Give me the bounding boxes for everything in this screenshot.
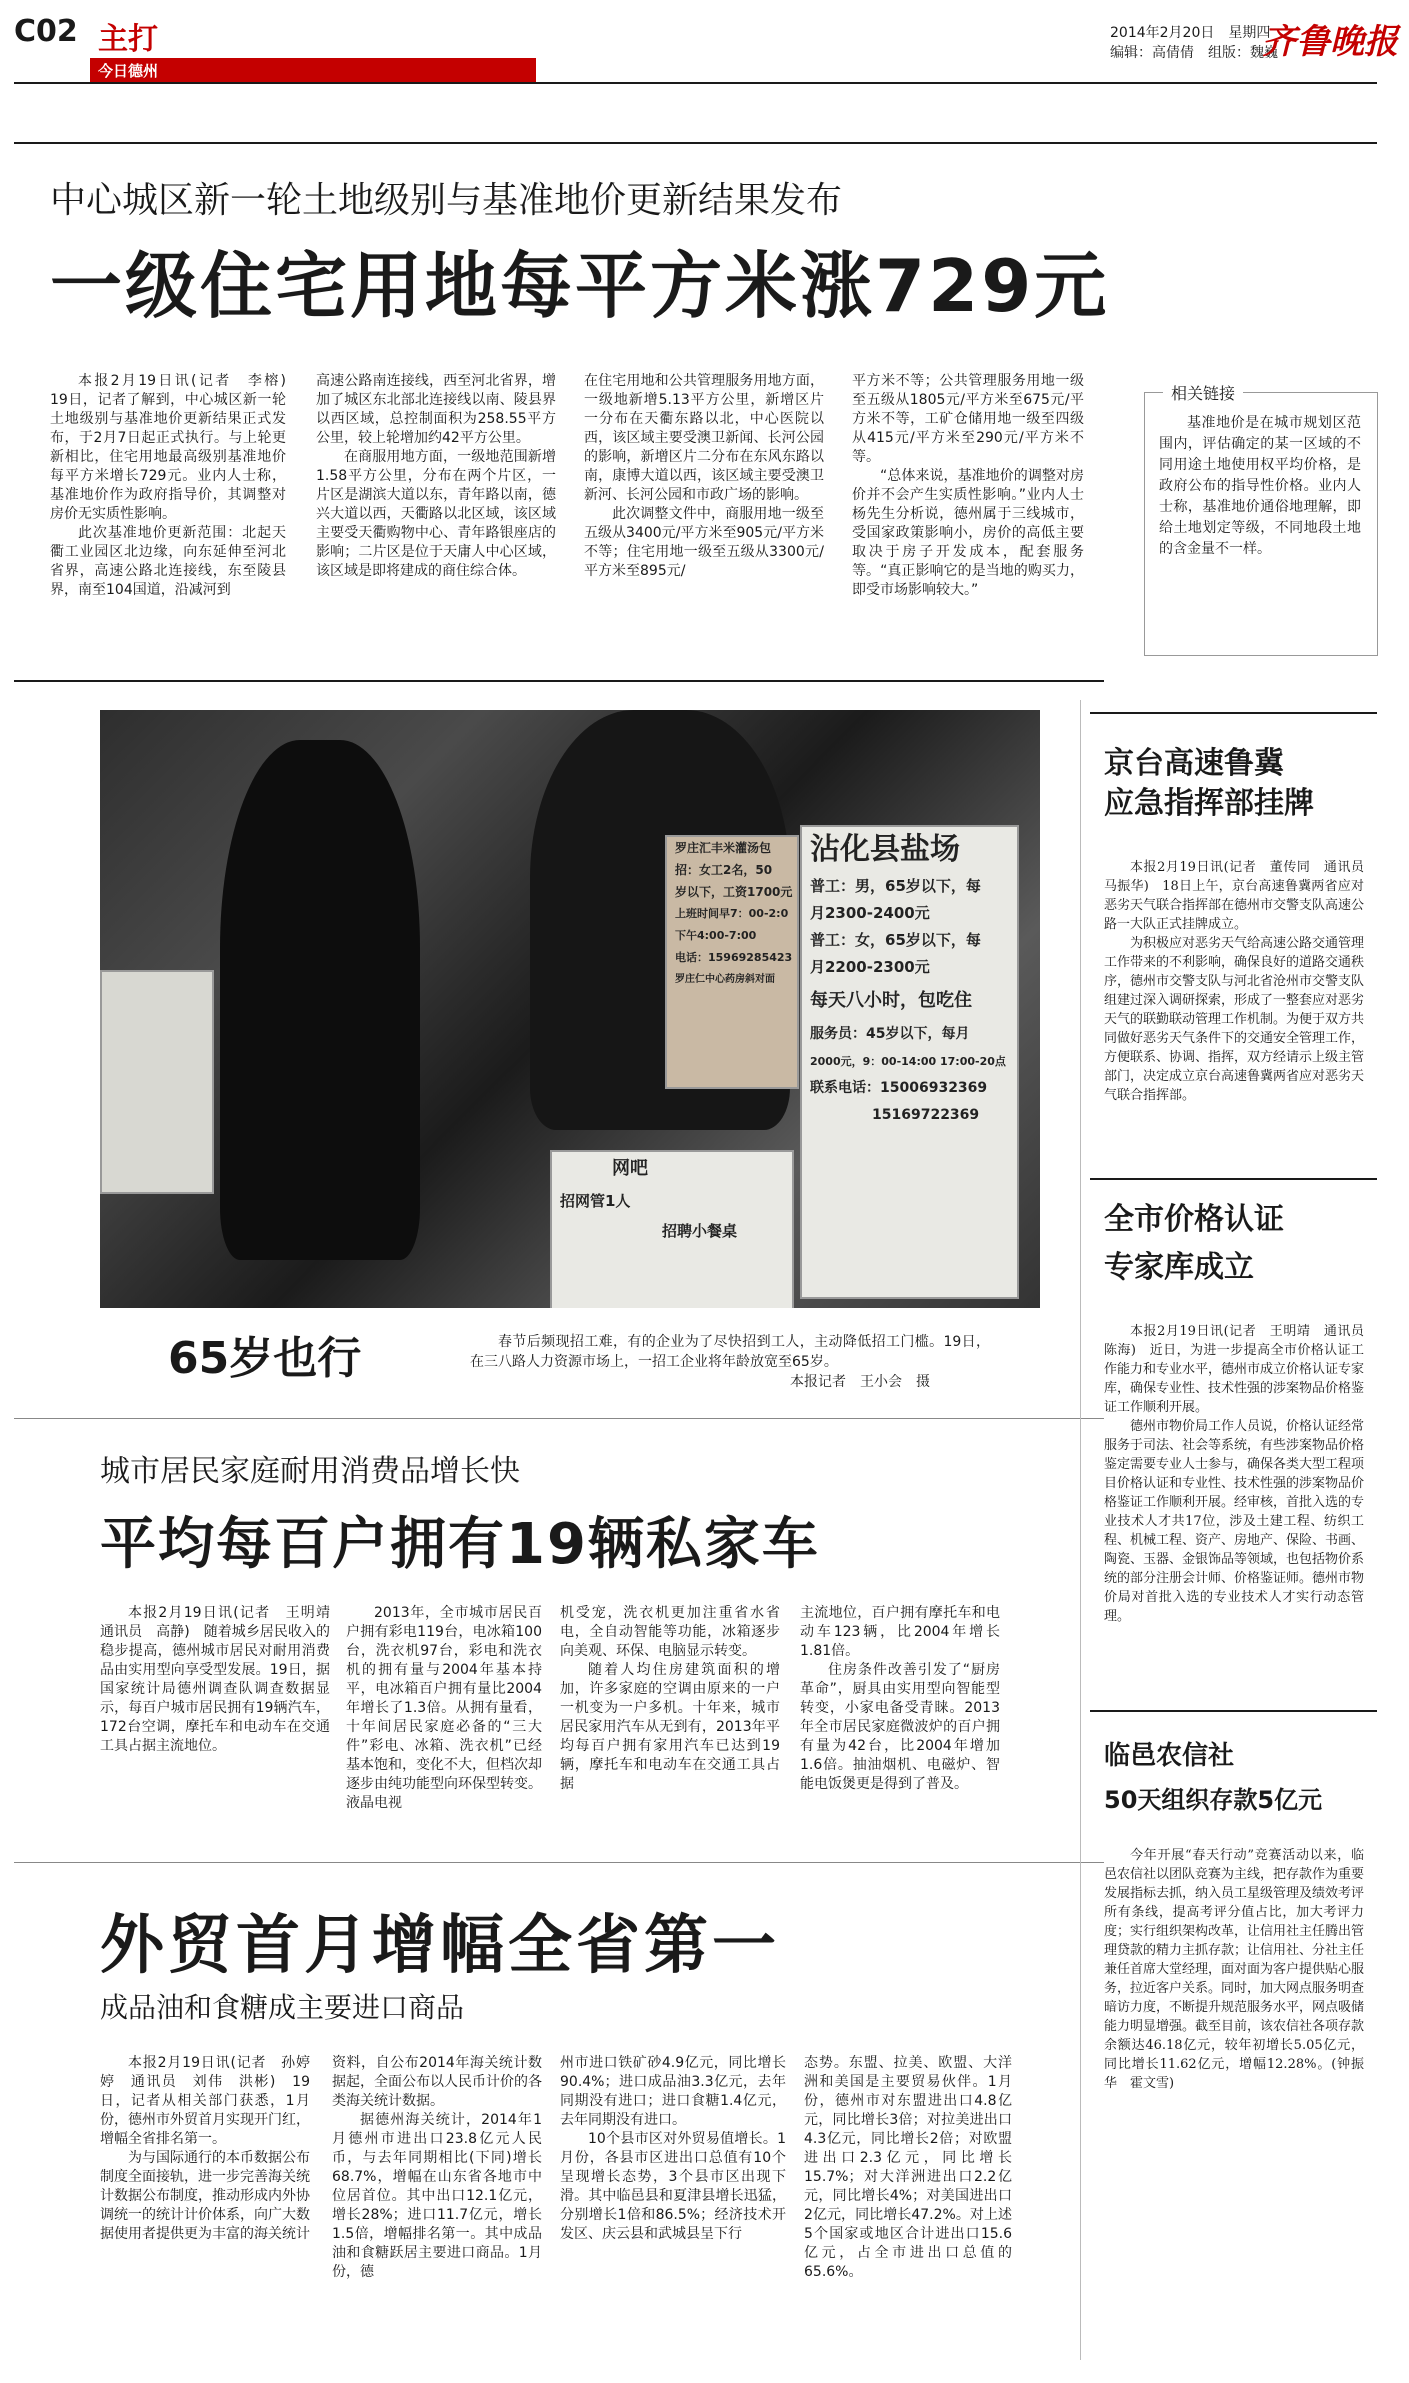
article2-col2: [346, 1604, 542, 1813]
poster-line: 招聘小餐桌: [662, 1222, 738, 1240]
article2-headline: 平均每百户拥有19辆私家车: [100, 1512, 820, 1577]
article1-col4: [852, 372, 1084, 600]
photo-caption-title: 65岁也行: [168, 1333, 362, 1384]
article1-col1: [50, 372, 300, 600]
article1-headline: 一级住宅用地每平方米涨729元: [50, 244, 1110, 328]
poster-line: 电话：15969285423: [675, 951, 793, 964]
paragraph: 随着人均住房建筑面积的增加，许多家庭的空调由原来的一户一机变为一户多机。十年来，城市居民家用汽车从无到有，2013年平均每百户拥有家用汽车已达到19辆，摩托车和电动车在交通工具占据: [560, 1662, 780, 1792]
poster-line: 岁以下，工资1700元: [675, 885, 793, 899]
paragraph: 德州市物价局工作人员说，价格认证经常服务于司法、社会等系统，有些涉案物品价格鉴定需要专业人士参与，确保各类大型工程项目价格认证和专业性、技术性强的涉案物品价格鉴证工作顺利开展。经审核，首批入选的专业技术人才共17位，涉及土建工程、纺织工程、机械工程、资产、房地产、保险、书画、陶瓷、玉器、金银饰品等领域，也包括物价系统的部分注册会计师、价格鉴证师。德州市物价局对首批入选的专业技术人才实行动态管理。: [1104, 1419, 1365, 1624]
paragraph: 本报2月19日讯(记者 王明靖 通讯员 陈海) 近日，为进一步提高全市价格认证工作能力和专业水平，德州市成立价格认证专家库，确保专业性、技术性强的涉案物品价格鉴证工作顺利开展。: [1104, 1324, 1378, 1415]
poster-line: 下午4:00-7:00: [675, 929, 757, 942]
paragraph: 机受宠，洗衣机更加注重省水省电，全自动智能等功能，冰箱逐步向美观、环保、电脑显示转变。: [560, 1605, 780, 1659]
job-poster-small: [665, 835, 799, 1089]
story1-body: [1104, 858, 1378, 1105]
poster-line: 月2300-2400元: [810, 904, 930, 922]
header-rule: [14, 82, 1377, 84]
story3-body: [1104, 1846, 1364, 2093]
poster-line: 上班时间早7：00-2:0: [675, 907, 789, 920]
photo-credit: 本报记者 王小会 摄: [790, 1374, 930, 1390]
article3-subhead: 成品油和食糖成主要进口商品: [100, 1991, 465, 2024]
story1-title-line2: 应急指挥部挂牌: [1104, 786, 1314, 821]
editors-line: 编辑：高倩倩 组版：魏巍: [1110, 45, 1278, 61]
poster-line: 罗庄汇丰米灌汤包: [675, 841, 772, 855]
issue-date: 2014年2月20日 星期四: [1110, 25, 1271, 41]
poster-line: 招：女工2名，50: [675, 863, 773, 877]
sidebar-rule: [1090, 712, 1377, 714]
related-link-title: 相关链接: [1163, 381, 1243, 404]
poster-line: 普工：男，65岁以下，每: [810, 877, 981, 895]
paragraph: 平方米不等；公共管理服务用地一级至五级从1805元/平方米至675元/平方米不等，工矿仓储用地一级至四级从415元/平方米至290元/平方米不等。: [852, 373, 1084, 465]
article1-bottom-rule: [14, 680, 1104, 682]
paragraph: 为与国际通行的本币数据公布制度全面接轨，进一步完善海关统计数据公布制度，推动形成内外协调统一的统计计价体系，向广大数据使用者提供更为丰富的海关统计: [100, 2150, 310, 2242]
job-poster-bottom: [550, 1150, 794, 1308]
person-silhouette: [220, 740, 420, 1260]
article1-kicker: 中心城区新一轮土地级别与基准地价更新结果发布: [50, 180, 843, 221]
paragraph: 此次基准地价更新范围：北起天衢工业园区北边缘，向东延伸至河北省界，高速公路北连接线，东至陵县界，南至104国道，沿减河到: [50, 525, 286, 598]
story2-title-line2: 专家库成立: [1104, 1250, 1254, 1285]
job-poster-main: [800, 825, 1019, 1299]
sidebar-rule: [1090, 1178, 1377, 1180]
sidebar-story1: [1104, 744, 1378, 1105]
article2-col4: [800, 1604, 1000, 1794]
story1-title-line1: 京台高速鲁冀: [1104, 746, 1284, 781]
poster-line: 联系电话：15006932369: [810, 1080, 988, 1096]
poster-line: 每天八小时，包吃住: [810, 990, 972, 1011]
story2-title-line1: 全市价格认证: [1104, 1202, 1284, 1237]
paragraph: 本报2月19日讯(记者 王明靖 通讯员 高静) 随着城乡居民收入的稳步提高，德州城市居民对耐用消费品由实用型向享受型发展。19日，据国家统计局德州调查队调查数据显示，每百户城市居民拥有19辆汽车，172台空调，摩托车和电动车在交通工具占据主流地位。: [100, 1605, 344, 1754]
related-link-text: [1159, 413, 1361, 560]
paragraph: “总体来说，基准地价的调整对房价并不会产生实质性影响。”业内人士杨先生分析说，德州属于三线城市，受国家政策影响小，房价的高低主要取决于房子开发成本，配套服务等。“真正影响它的是当地的购买力，即受市场影响较大。”: [852, 468, 1084, 598]
paragraph: 今年开展“春天行动”竞赛活动以来，临邑农信社以团队竞赛为主线，把存款作为重要发展指标去抓，纳入员工星级管理及绩效考评所有条线，提高考评分值占比，加大考评力度；实行组织架构改革，让信用社主任腾出管理贷款的精力主抓存款；让信用社、分社主任兼任首席大堂经理，面对面为客户提供贴心服务，拉近客户关系。同时，加大网点服务明查暗访力度，不断提升规范服务水平，网点吸储能力明显增强。截至目前，该农信社各项存款余额达46.18亿元，较年初增长5.05亿元，同比增长11.62亿元，增幅12.28%。(钟振华 霍文雪): [1104, 1848, 1365, 2091]
paragraph: 为积极应对恶劣天气给高速公路交通管理工作带来的不利影响，确保良好的道路交通秩序，德州市交警支队与河北省沧州市交警支队组建过深入调研探索，形成了一整套应对恶劣天气的联勤联动管理工作机制。为便于双方共同做好恶劣天气条件下的交通安全管理工作，方便联系、协调、指挥，双方经请示上级主管部门，决定成立京台高速鲁冀两省应对恶劣天气联合指挥部。: [1104, 936, 1365, 1103]
paragraph: 资料，自公布2014年海关统计数据起，全面公布以人民币计价的各类海关统计数据。: [332, 2055, 542, 2109]
article3-headline: 外贸首月增幅全省第一: [100, 1909, 780, 1983]
poster-title: 沾化县盐场: [810, 832, 960, 867]
job-poster-left: [100, 970, 214, 1194]
story3-title-line2: 50天组织存款5亿元: [1104, 1786, 1323, 1814]
article3-col4: [804, 2054, 1012, 2282]
paragraph: 在商服用地方面，一级地范围新增1.58平方公里，分布在两个片区，一片区是湖滨大道以东，青年路以南，德兴大道以西，天衢路以北区域，该区域主要受天衢购物中心、青年路银座店的影响；二片区是位于天庸人中心区域，该区域是即将建成的商住综合体。: [316, 449, 556, 579]
poster-line: 月2200-2300元: [810, 958, 930, 976]
masthead-logo: 齐鲁晚报: [1262, 22, 1398, 62]
article2-bottom-rule: [14, 1862, 1104, 1863]
paragraph: 本报2月19日讯(记者 董传同 通讯员 马振华) 18日上午，京台高速鲁冀两省应对恶劣天气联合指挥部在德州市交警支队高速公路一大队正式挂牌成立。: [1104, 860, 1378, 932]
sidebar-story3: [1104, 1736, 1364, 2093]
article1-top-rule: [14, 142, 1377, 144]
article3-col3: [560, 2054, 786, 2244]
story3-title-line1: 临邑农信社: [1104, 1741, 1235, 1771]
paragraph: 2013年，全市城市居民百户拥有彩电119台，电冰箱100台，洗衣机97台，彩电和洗衣机的拥有量与2004年基本持平，电冰箱百户拥有量比2004年增长了1.3倍。从拥有量看，十年间居民家庭必备的“三大件”彩电、冰箱、洗衣机”已经基本饱和，变化不大，但档次却逐步由纯功能型向环保型转变。液晶电视: [346, 1605, 542, 1811]
paragraph: 在住宅用地和公共管理服务用地方面，一级地新增5.13平方公里，新增区片一分布在天衢东路以北，中心医院以西，该区域主要受澳卫新闻、长河公园的影响，新增区片二分布在东风东路以南，康博大道以西，该区域主要受澳卫新河、长河公园和市政广场的影响。: [584, 373, 824, 503]
paragraph: 本报2月19日讯(记者 李榕) 19日，记者了解到，中心城区新一轮土地级别与基准地价更新结果正式发布，于2月7日起正式执行。与上轮更新相比，住宅用地最高级别基准地价每平方米增长729元。业内人士称，基准地价作为政府指导价，其调整对房价无实质性影响。: [50, 373, 300, 522]
article2-col1: [100, 1604, 344, 1756]
article2-kicker: 城市居民家庭耐用消费品增长快: [100, 1454, 520, 1489]
poster-line: 服务员：45岁以下，每月: [810, 1026, 970, 1042]
page-number: C02: [14, 14, 78, 49]
sidebar-rule: [1090, 1710, 1377, 1712]
caption-text: 春节后频现招工难，有的企业为了尽快招到工人，主动降低招工门槛。19日，在三八路人力资源市场上，一招工企业将年龄放宽至65岁。: [470, 1334, 990, 1370]
article3-col1: [100, 2054, 310, 2244]
photo-bottom-rule: [14, 1418, 1104, 1419]
paragraph: 此次调整文件中，商服用地一级至五级从3400元/平方米至905元/平方米不等；住宅用地一级至五级从3300元/平方米至895元/: [584, 506, 824, 579]
paragraph: 本报2月19日讯(记者 孙婷婷 通讯员 刘伟 洪彬) 19日，记者从相关部门获悉，1月份，德州市外贸首月实现开门红，增幅全省排名第一。: [100, 2055, 310, 2147]
article3-col2: [332, 2054, 542, 2282]
paragraph: 主流地位，百户拥有摩托车和电动车123辆，比2004年增长1.81倍。: [800, 1605, 1000, 1659]
photo-caption: [470, 1332, 990, 1392]
poster-line: 15169722369: [872, 1107, 980, 1123]
paragraph: 高速公路南连接线，西至河北省界，增加了城区东北部北连接线以南、陵县界以西区域，总控制面积为258.55平方公里，较上轮增加约42平方公里。: [316, 373, 556, 446]
poster-line: 网吧: [612, 1158, 648, 1179]
article1-col3: [584, 372, 824, 581]
paragraph: 州市进口铁矿砂4.9亿元，同比增长90.4%；进口成品油3.3亿元，去年同期没有进口；进口食糖1.4亿元，去年同期没有进口。: [560, 2055, 786, 2128]
related-link-box: [1144, 384, 1378, 656]
sidebar-story2: [1104, 1200, 1378, 1626]
poster-line: 罗庄仁中心药房斜对面: [675, 974, 775, 985]
subsection-label: 今日德州: [90, 58, 536, 83]
paragraph: 态势。东盟、拉美、欧盟、大洋洲和美国是主要贸易伙伴。1月份，德州市对东盟进出口4.8亿元，同比增长3倍；对拉美进出口4.3亿元，同比增长2倍；对欧盟进出口2.3亿元，同比增长15.7%；对大洋洲进出口2.2亿元，同比增长4%；对美国进出口2亿元，同比增长47.2%。对上述5个国家或地区合计进出口15.6亿元，占全市进出口总值的65.6%。: [804, 2055, 1012, 2280]
paragraph: 据德州海关统计，2014年1月德州市进出口23.8亿元人民币，与去年同期相比(下同)增长68.7%，增幅在山东省各地市中位居首位。其中出口12.1亿元，增长28%；进口11.7亿元，增长1.5倍，增幅排名第一。其中成品油和食糖跃居主要进口商品。1月份，德: [332, 2112, 542, 2280]
poster-line: 普工：女，65岁以下，每: [810, 931, 981, 949]
paragraph: 住房条件改善引发了“厨房革命”，厨具由实用型向智能型转变，小家电备受青睐。2013年全市居民家庭微波炉的百户拥有量为42台，比2004年增加1.6倍。抽油烟机、电磁炉、智能电饭煲更是得到了普及。: [800, 1662, 1000, 1792]
paragraph: 基准地价是在城市规划区范围内，评估确定的某一区域的不同用途土地使用权平均价格，是政府公布的指导性价格。业内人士称，基准地价通俗地理解，即给土地划定等级，不同地段土地的含金量不一样。: [1159, 415, 1361, 557]
sidebar-divider: [1080, 700, 1081, 2360]
poster-line: 2000元，9：00-14:00 17:00-20点: [810, 1055, 1006, 1068]
paragraph: 10个县市区对外贸易值增长。1月份，各县市区进出口总值有10个呈现增长态势，3个县市区出现下滑。其中临邑县和夏津县增长迅猛，分别增长1倍和86.5%；经济技术开发区、庆云县和武城县呈下行: [560, 2131, 786, 2242]
poster-line: 招网管1人: [560, 1192, 631, 1210]
article1-col2: [316, 372, 556, 581]
article2-col3: [560, 1604, 780, 1794]
news-photo: [100, 710, 1040, 1308]
section-title: 主打: [98, 22, 158, 57]
story2-body: [1104, 1322, 1378, 1626]
